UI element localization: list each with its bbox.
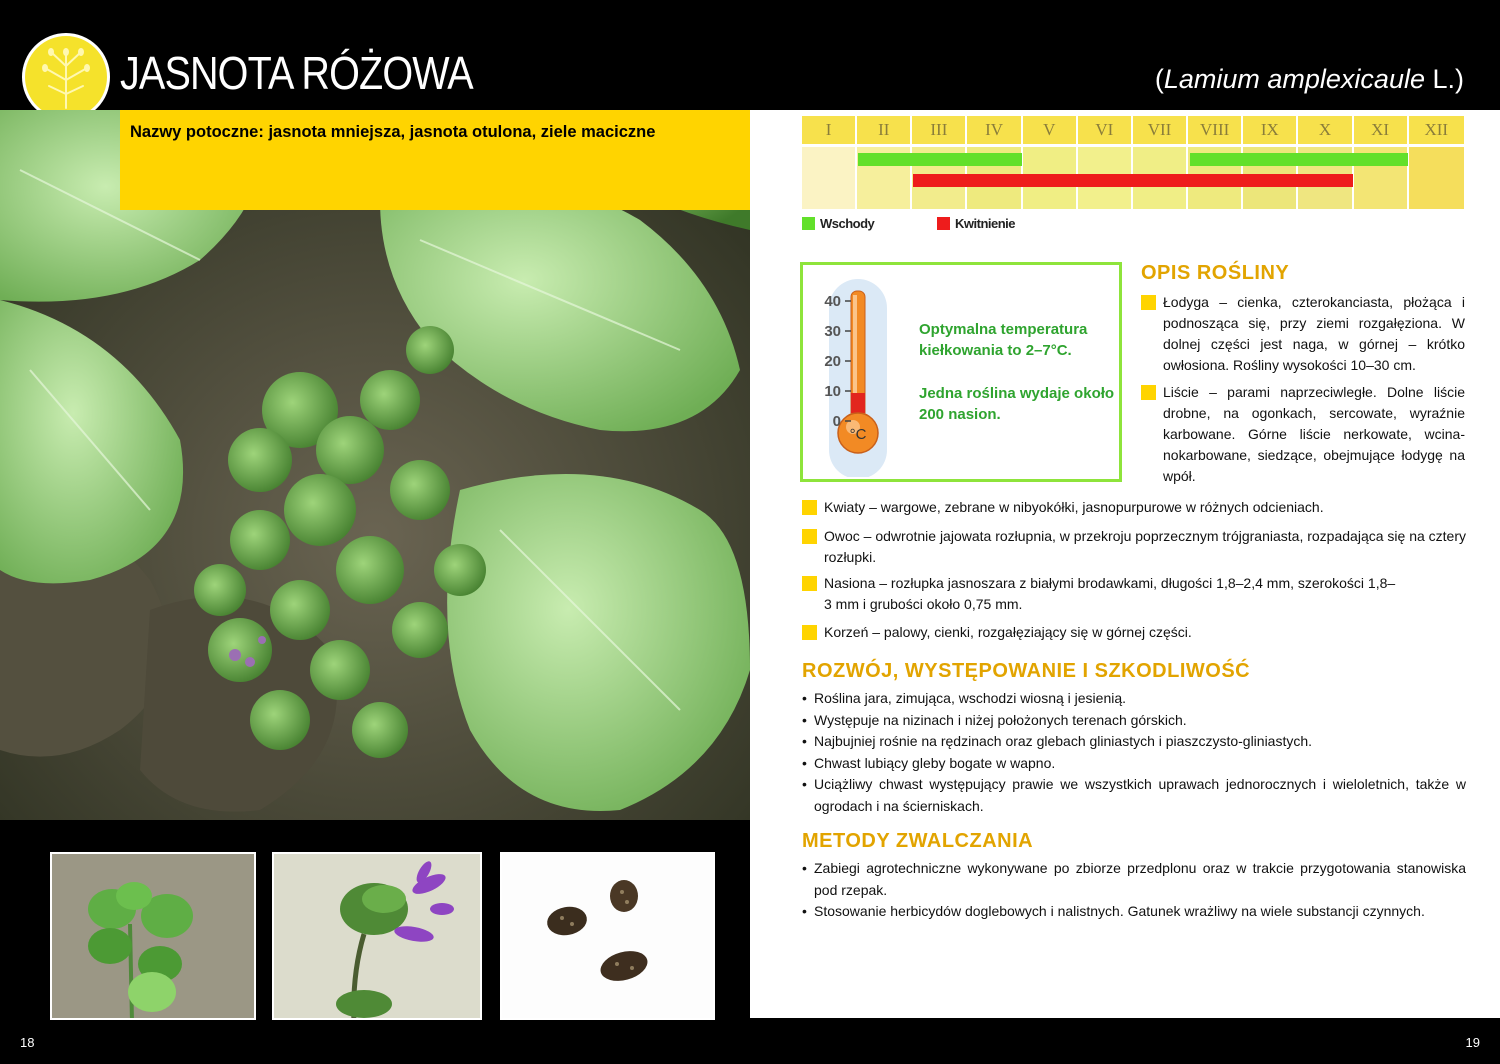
yellow-square-icon xyxy=(1141,295,1156,310)
list-item: • Uciążliwy chwast występujący prawie we wszystkich uprawach jednorocznych i wieloletnich, także w ogrodach i na ścierniskach. xyxy=(802,774,1466,817)
month-label: IX xyxy=(1243,116,1298,144)
thermometer-icon xyxy=(809,271,919,477)
yellow-square-icon xyxy=(1141,385,1156,400)
calendar-grid xyxy=(802,147,1464,209)
legend-flowering: Kwitnienie xyxy=(937,216,1015,231)
opis-item-seeds: Nasiona – rozłupka jasnoszara z białymi brodawkami, długości 1,8–2,4 mm, szerokości 1,8–3 mm i grubości około 0,75 mm. xyxy=(802,573,1402,615)
legend-swatch xyxy=(937,217,950,230)
opis-item-leaves: Liście – parami naprzeciwległe. Dolne liście drobne, na ogonkach, sercowate, wyraźnie karbowane. Górne liście nerkowate, wcina-nokarbowane, siedzące, obejmujące łodygę na wpół. xyxy=(1141,382,1465,487)
month-label: II xyxy=(857,116,912,144)
list-item: • Chwast lubiący gleby bogate w wapno. xyxy=(802,753,1466,775)
plant-logo-icon xyxy=(22,33,110,121)
heading-rozwoj: ROZWÓJ, WYSTĘPOWANIE I SZKODLIWOŚĆ xyxy=(802,660,1251,682)
rozwoj-list xyxy=(802,688,1466,817)
seedling-photo xyxy=(50,852,256,1020)
germination-temp-text: Optymalna temperatura kiełkowania to 2–7°C. xyxy=(919,321,1088,359)
list-item: • Stosowanie herbicydów doglebowych i nalistnych. Gatunek wrażliwy na wiele substancji czynnych. xyxy=(802,901,1466,923)
emergence-bar-spring xyxy=(858,153,1022,166)
thermo-tick: 40 xyxy=(824,293,841,310)
metody-list xyxy=(802,858,1466,923)
main-plant-photo xyxy=(0,110,750,820)
page-number-left: 18 xyxy=(20,1035,35,1050)
phenology-calendar xyxy=(802,116,1464,209)
month-label: III xyxy=(912,116,967,144)
seeds-photo xyxy=(500,852,715,1020)
seed-count-text: Jedna roślina wydaje około 200 nasion. xyxy=(919,385,1115,423)
opis-item-stem: Łodyga – cienka, czterokanciasta, płożąca i podnosząca się, przy ziemi rozgałęziona. W dolnej części jest naga, w górnej – krótko owłosiona. Rośliny wysokości 10–30 cm. xyxy=(1141,292,1465,376)
heading-metody: METODY ZWALCZANIA xyxy=(802,830,1034,852)
thermo-unit: °C xyxy=(849,426,867,443)
list-item: • Najbujniej rośnie na rędzinach oraz glebach gliniastych i piaszczysto-gliniastych. xyxy=(802,731,1466,753)
month-label: I xyxy=(802,116,857,144)
common-names-text: jasnota mniejsza, jasnota otulona, ziele maciczne xyxy=(263,123,656,141)
yellow-square-icon xyxy=(802,576,817,591)
month-label: VIII xyxy=(1188,116,1243,144)
month-label: XII xyxy=(1409,116,1464,144)
emergence-bar-autumn xyxy=(1190,153,1408,166)
opis-item-root: Korzeń – palowy, cienki, rozgałęziający się w górnej części. xyxy=(802,622,1466,643)
latin-name: (Lamium amplexicaule L.) xyxy=(1154,64,1464,94)
left-page xyxy=(0,110,750,1064)
calendar-months xyxy=(802,116,1464,144)
legend-emergence: Wschody xyxy=(802,216,874,231)
flowering-bar xyxy=(913,174,1353,187)
list-item: • Występuje na nizinach i niżej położonych terenach górskich. xyxy=(802,710,1466,732)
page-number-right: 19 xyxy=(1465,1035,1480,1050)
list-item: • Roślina jara, zimująca, wschodzi wiosną i jesienią. xyxy=(802,688,1466,710)
legend-swatch xyxy=(802,217,815,230)
heading-opis: OPIS ROŚLINY xyxy=(1141,262,1290,284)
latin-species: Lamium amplexicaule xyxy=(1163,64,1425,94)
thermo-tick: 10 xyxy=(824,383,841,400)
opis-item-fruit: Owoc – odwrotnie jajowata rozłupnia, w przekroju poprzecznym trójgraniasta, rozpadająca się na cztery rozłupki. xyxy=(802,526,1466,568)
temperature-box xyxy=(800,262,1122,482)
month-label: X xyxy=(1298,116,1353,144)
page-header xyxy=(0,0,1500,110)
flower-photo xyxy=(272,852,482,1020)
yellow-square-icon xyxy=(802,625,817,640)
yellow-square-icon xyxy=(802,529,817,544)
month-label: V xyxy=(1023,116,1078,144)
opis-item-flowers: Kwiaty – wargowe, zebrane w nibyokółki, jasnopurpurowe w różnych odcieniach. xyxy=(802,497,1466,518)
thermo-tick: 0 xyxy=(832,413,841,430)
month-label: XI xyxy=(1354,116,1409,144)
month-label: IV xyxy=(967,116,1022,144)
right-page xyxy=(750,110,1500,1018)
common-names-box xyxy=(120,110,750,210)
month-label: VI xyxy=(1078,116,1133,144)
yellow-square-icon xyxy=(802,500,817,515)
month-label: VII xyxy=(1133,116,1188,144)
thermo-tick: 20 xyxy=(824,353,841,370)
common-names-label: Nazwy potoczne: xyxy=(130,123,264,141)
list-item: • Zabiegi agrotechniczne wykonywane po zbiorze przedplonu oraz w trakcie przygotowania stanowiska pod rzepak. xyxy=(802,858,1466,901)
thermo-tick: 30 xyxy=(824,323,841,340)
page-title: JASNOTA RÓŻOWA xyxy=(120,47,473,99)
